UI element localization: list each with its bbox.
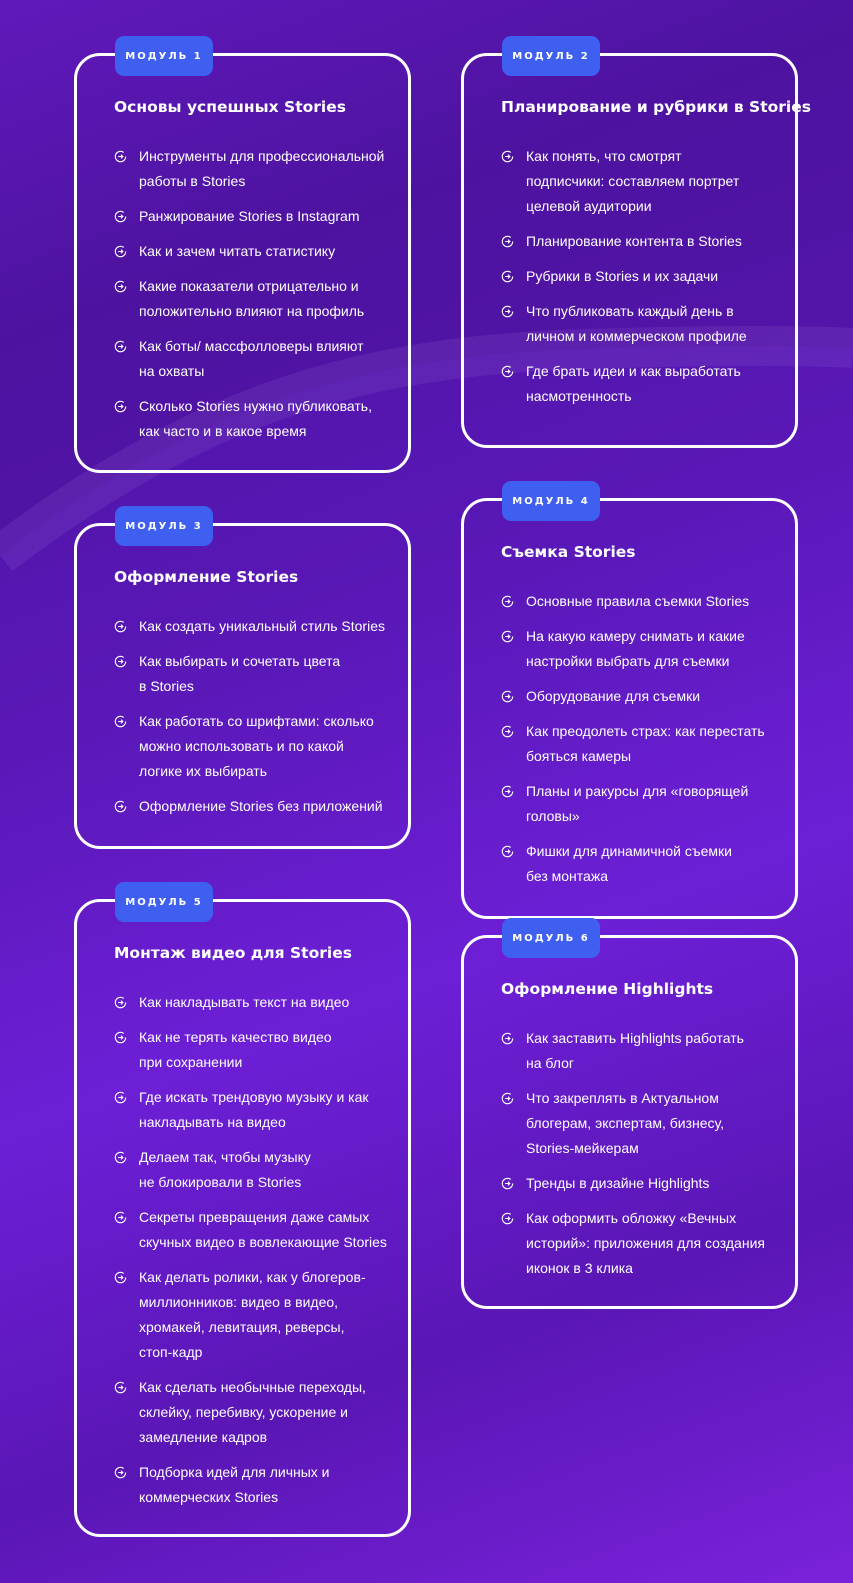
arrow-circle-icon	[114, 150, 127, 163]
list-item: Инструменты для профессиональной работы в Stories	[114, 144, 394, 194]
arrow-circle-icon	[114, 340, 127, 353]
arrow-circle-icon	[114, 1466, 127, 1479]
module-items	[501, 144, 781, 419]
module-card-4	[461, 495, 798, 919]
arrow-circle-icon	[114, 1211, 127, 1224]
module-card-1	[74, 50, 411, 473]
arrow-circle-icon	[501, 1212, 514, 1225]
list-item: Тренды в дизайне Highlights	[501, 1171, 781, 1196]
list-item: Где искать трендовую музыку и как накладывать на видео	[114, 1085, 394, 1135]
list-item: Рубрики в Stories и их задачи	[501, 264, 781, 289]
arrow-circle-icon	[501, 270, 514, 283]
module-items	[114, 144, 394, 454]
module-badge: МОДУЛЬ 2	[502, 36, 600, 76]
module-title: Планирование и рубрики в Stories	[501, 98, 811, 116]
list-item: Как создать уникальный стиль Stories	[114, 614, 394, 639]
module-items	[114, 614, 394, 829]
list-item: Как заставить Highlights работать на блог	[501, 1026, 781, 1076]
list-item: Оборудование для съемки	[501, 684, 781, 709]
arrow-circle-icon	[501, 785, 514, 798]
module-card-3	[74, 520, 411, 849]
arrow-circle-icon	[501, 690, 514, 703]
list-item: Как делать ролики, как у блогеров- миллионников: видео в видео, хромакей, левитация, реверсы, стоп-кадр	[114, 1265, 394, 1365]
arrow-circle-icon	[114, 1091, 127, 1104]
list-item: Как накладывать текст на видео	[114, 990, 394, 1015]
module-badge: МОДУЛЬ 5	[115, 882, 213, 922]
list-item: Оформление Stories без приложений	[114, 794, 394, 819]
arrow-circle-icon	[501, 595, 514, 608]
arrow-circle-icon	[114, 245, 127, 258]
module-title: Оформление Highlights	[501, 980, 714, 998]
module-title: Оформление Stories	[114, 568, 299, 586]
list-item: Как выбирать и сочетать цвета в Stories	[114, 649, 394, 699]
list-item: Основные правила съемки Stories	[501, 589, 781, 614]
arrow-circle-icon	[501, 305, 514, 318]
list-item: Фишки для динамичной съемки без монтажа	[501, 839, 781, 889]
module-card-6	[461, 932, 798, 1309]
list-item: Что публиковать каждый день в личном и коммерческом профиле	[501, 299, 781, 349]
module-badge: МОДУЛЬ 3	[115, 506, 213, 546]
arrow-circle-icon	[114, 620, 127, 633]
list-item: Планирование контента в Stories	[501, 229, 781, 254]
list-item: Как преодолеть страх: как перестать бояться камеры	[501, 719, 781, 769]
arrow-circle-icon	[114, 655, 127, 668]
module-card-2	[461, 50, 811, 448]
list-item: Подборка идей для личных и коммерческих Stories	[114, 1460, 394, 1510]
arrow-circle-icon	[501, 1177, 514, 1190]
arrow-circle-icon	[114, 800, 127, 813]
list-item: Как боты/ массфолловеры влияют на охваты	[114, 334, 394, 384]
module-items	[501, 589, 781, 899]
list-item: Как и зачем читать статистику	[114, 239, 394, 264]
arrow-circle-icon	[114, 400, 127, 413]
arrow-circle-icon	[114, 996, 127, 1009]
arrow-circle-icon	[114, 1381, 127, 1394]
arrow-circle-icon	[114, 210, 127, 223]
module-badge: МОДУЛЬ 1	[115, 36, 213, 76]
arrow-circle-icon	[114, 1031, 127, 1044]
module-items	[501, 1026, 781, 1291]
list-item: Как понять, что смотрят подписчики: составляем портрет целевой аудитории	[501, 144, 781, 219]
list-item: Как работать со шрифтами: сколько можно использовать и по какой логике их выбирать	[114, 709, 394, 784]
list-item: Что закреплять в Актуальном блогерам, экспертам, бизнесу, Stories-мейкерам	[501, 1086, 781, 1161]
module-title: Основы успешных Stories	[114, 98, 346, 116]
arrow-circle-icon	[501, 365, 514, 378]
module-badge: МОДУЛЬ 4	[502, 481, 600, 521]
module-title: Монтаж видео для Stories	[114, 944, 352, 962]
arrow-circle-icon	[114, 280, 127, 293]
arrow-circle-icon	[501, 725, 514, 738]
module-items	[114, 990, 394, 1520]
list-item: Делаем так, чтобы музыку не блокировали в Stories	[114, 1145, 394, 1195]
arrow-circle-icon	[501, 1092, 514, 1105]
arrow-circle-icon	[501, 235, 514, 248]
list-item: Какие показатели отрицательно и положительно влияют на профиль	[114, 274, 394, 324]
arrow-circle-icon	[501, 150, 514, 163]
module-title: Съемка Stories	[501, 543, 636, 561]
arrow-circle-icon	[114, 1271, 127, 1284]
arrow-circle-icon	[114, 715, 127, 728]
list-item: Планы и ракурсы для «говорящей головы»	[501, 779, 781, 829]
arrow-circle-icon	[114, 1151, 127, 1164]
module-card-5	[74, 896, 411, 1537]
list-item: Ранжирование Stories в Instagram	[114, 204, 394, 229]
arrow-circle-icon	[501, 1032, 514, 1045]
list-item: Сколько Stories нужно публиковать, как часто и в какое время	[114, 394, 394, 444]
list-item: Как оформить обложку «Вечных историй»: приложения для создания иконок в 3 клика	[501, 1206, 781, 1281]
list-item: Секреты превращения даже самых скучных видео в вовлекающие Stories	[114, 1205, 394, 1255]
arrow-circle-icon	[501, 630, 514, 643]
module-badge: МОДУЛЬ 6	[502, 918, 600, 958]
list-item: Как сделать необычные переходы, склейку, перебивку, ускорение и замедление кадров	[114, 1375, 394, 1450]
list-item: Где брать идеи и как выработать насмотренность	[501, 359, 781, 409]
arrow-circle-icon	[501, 845, 514, 858]
list-item: Как не терять качество видео при сохранении	[114, 1025, 394, 1075]
list-item: На какую камеру снимать и какие настройки выбрать для съемки	[501, 624, 781, 674]
